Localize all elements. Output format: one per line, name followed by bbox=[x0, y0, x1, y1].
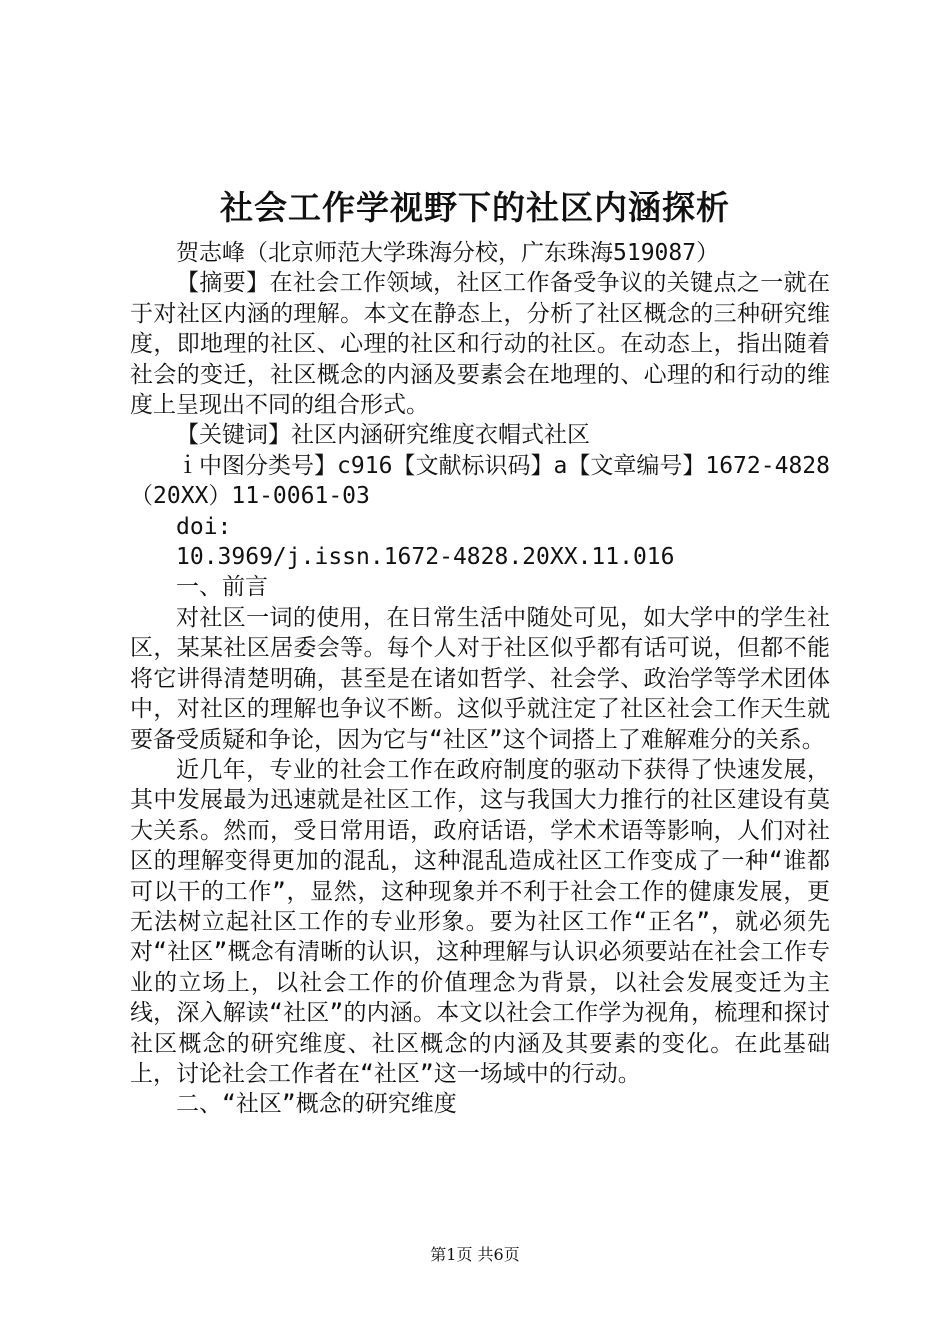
document-body bbox=[130, 238, 830, 1120]
section-heading-intro: 一、前言 bbox=[176, 574, 268, 601]
classification-line: ｉ中图分类号】c916【文献标识码】a【文章编号】1672-4828（20XX）11-0061-03 bbox=[130, 452, 830, 510]
doi-value: 10.3969/j.issn.1672-4828.20XX.11.016 bbox=[176, 544, 675, 571]
author-line: 贺志峰（北京师范大学珠海分校，广东珠海519087） bbox=[176, 240, 720, 266]
body-paragraph-1: 对社区一词的使用，在日常生活中随处可见，如大学中的学生社区，某某社区居委会等。每个人对于社区似乎都有话可说，但都不能将它讲得清楚明确，甚至是在诸如哲学、社会学、政治学等学术团体中，对社区的理解也争议不断。这似乎就注定了社区社会工作天生就要备受质疑和争论，因为它与“社区”这个词搭上了难解难分的关系。 bbox=[130, 604, 830, 753]
body-paragraph-2: 近几年，专业的社会工作在政府制度的驱动下获得了快速发展，其中发展最为迅速就是社区工作，这与我国大力推行的社区建设有莫大关系。然而，受日常用语，政府话语，学术术语等影响，人们对社区的理解变得更加的混乱，这种混乱造成社区工作变成了一种“谁都可以干的工作”，显然，这种现象并不利于社会工作的健康发展，更无法树立起社区工作的专业形象。要为社区工作“正名”，就必须先对“社区”概念有清晰的认识，这种理解与认识必须要站在社会工作专业的立场上，以社会工作的价值理念为背景，以社会发展变迁为主线，深入解读“社区”的内涵。本文以社会工作学为视角，梳理和探讨社区概念的研究维度、社区概念的内涵及其要素的变化。在此基础上，讨论社会工作者在“社区”这一场域中的行动。 bbox=[130, 756, 830, 1087]
keywords-line: 【关键词】社区内涵研究维度衣帽式社区 bbox=[176, 422, 590, 449]
page-footer: 第1页 共6页 bbox=[430, 1245, 520, 1264]
doi-label: doi: bbox=[176, 513, 232, 540]
abstract-paragraph: 【摘要】在社会工作领域，社区工作备受争议的关键点之一就在于对社区内涵的理解。本文在静态上，分析了社区概念的三种研究维度，即地理的社区、心理的社区和行动的社区。在动态上，指出随着社会的变迁，社区概念的内涵及要素会在地理的、心理的和行动的维度上呈现出不同的组合形式。 bbox=[130, 270, 830, 419]
section-heading-dimensions: 二、“社区”概念的研究维度 bbox=[176, 1091, 457, 1118]
document-title: 社会工作学视野下的社区内涵探析 bbox=[220, 188, 730, 227]
